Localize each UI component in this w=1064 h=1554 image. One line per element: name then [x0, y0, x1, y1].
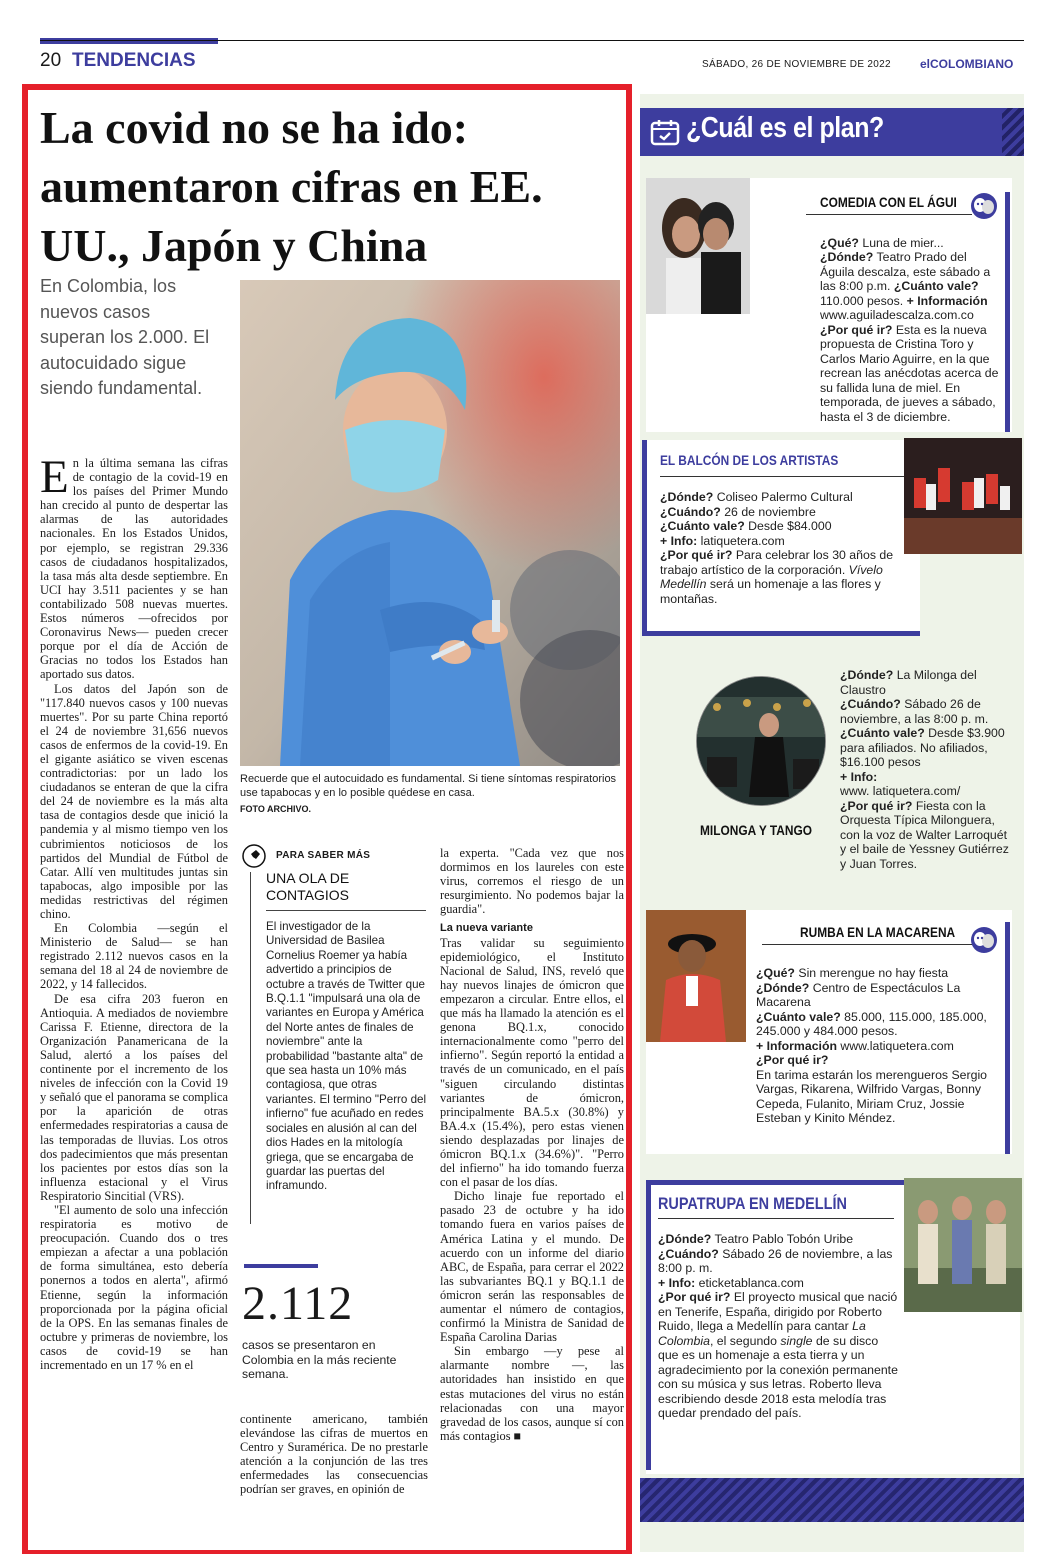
- value-cuando: Sábado 26 de noviembre, a las 8:00 p. m.: [658, 1246, 893, 1275]
- event-accent-bar: [646, 1180, 906, 1185]
- calendar-icon: [650, 118, 680, 146]
- label-cuanto: ¿Cuánto vale?: [756, 1009, 841, 1024]
- value-info: www.aguiladescalza.com.co: [820, 308, 974, 322]
- plan-title: ¿Cuál es el plan?: [686, 112, 884, 144]
- label-cuando: ¿Cuándo?: [660, 504, 721, 519]
- page-number: 20: [40, 50, 62, 71]
- event-photo: [904, 1178, 1022, 1312]
- plan-footer-stripes: [640, 1478, 1024, 1522]
- label-cuanto: ¿Cuánto vale?: [660, 519, 745, 533]
- issue-date: SÁBADO, 26 DE NOVIEMBRE DE 2022: [702, 59, 891, 70]
- label-donde: ¿Dónde?: [820, 250, 874, 264]
- event-photo: [646, 910, 746, 1042]
- label-porque: ¿Por qué ir?: [756, 1053, 829, 1067]
- event-details: [756, 966, 1006, 1126]
- paragraph: n la última semana las cifras de contagio de la covid-19 en los países del Primer Mundo han crecido al punto de despertar las alarmas de las autoridades nacionales. En los Estados Unidos, por ejemplo, se registran 29.336 casos de ciudadanos hospitalizados, la tasa más alta desde septiembre. En UCI hay 3.511 pacientes y se han contabilizado 508 nuevas muertes. Estos números —ofrecidos por Coronavirus News— pueden crecer porque por el día de Acción de Gracias no todos los Estados han aportado sus datos.: [40, 456, 228, 682]
- value-cuanto: Desde $3.900 para afiliados. No afiliados, $16.100 pesos: [840, 726, 1005, 769]
- event-photo: [904, 438, 1022, 554]
- article-column-1: [40, 456, 228, 1548]
- photo-caption: Recuerde que el autocuidado es fundamental. Si tiene síntomas respiratorios use tapabocas y en lo posible quédese en casa.: [240, 773, 617, 799]
- value-que: Sin merengue no hay fiesta: [798, 966, 949, 980]
- label-que: ¿Qué?: [820, 236, 859, 250]
- sidebar-title: UNA OLA DE CONTAGIOS: [266, 870, 350, 903]
- event-accent-bar: [646, 1180, 651, 1470]
- brand-prefix: el: [920, 57, 931, 71]
- value-porque-tail: de su disco que es un homenaje a esta tierra y un agradecimiento por la conexión permanente con su música y sus letras. Roberto lleva escribiendo desde 2018 esta melodía tras quedar prendado del país.: [658, 1333, 898, 1420]
- value-porque: En tarima estarán los merengueros Sergio Vargas, Rikarena, Wilfrido Vargas, Bonny Cepeda, Fulanito, Miriam Cruz, Jossie Esteban y Kinito Méndez.: [756, 1067, 988, 1125]
- event-accent-bar: [642, 440, 647, 636]
- value-donde: Teatro Pablo Tobón Uribe: [714, 1232, 854, 1246]
- label-donde: ¿Dónde?: [840, 668, 894, 682]
- paragraph: continente americano, también elevándose las cifras de muertos en Centro y Suramérica. De no prestarle atención a la conjunción de las tres enfermedades las consecuencias podrían ser graves, en opinión de: [240, 1412, 428, 1497]
- paragraph: Tras validar su seguimiento epidemiológico, el Instituto Nacional de Salud, INS, reveló que hay nuevos linajes de ómicron que empezaron a circular. Entre ellos, el que más ha llamado la atención es el genona BQ.1.x, conocido internacionalmente como "perro del infierno". Según reportó la entidad a través de un comunicado, en el país "siguen circulando distintas variantes de ómicron, principalmente BA.5.x (30.8%) y BA.4.x (15.4%), pero estas vienen siendo desplazadas por linajes de ómicron BQ.1.x (34.6%)". "Perro del infierno" ha ido tomando fuerza con el pasar de los días.: [440, 935, 624, 1190]
- value-porque-mid: , el segundo: [709, 1333, 777, 1348]
- theater-mask-icon: [970, 926, 998, 954]
- event-photo: [696, 676, 826, 806]
- event-title-rule: [660, 476, 906, 477]
- event-photo: [646, 178, 750, 314]
- pushpin-icon: [242, 844, 266, 868]
- sidebar-title-rule: [266, 910, 426, 911]
- event-details: [820, 236, 1000, 251]
- value-porque-em: La Colombia: [658, 1319, 866, 1348]
- value-cuando: 26 de noviembre: [724, 504, 816, 519]
- label-donde: ¿Dónde?: [658, 1232, 712, 1246]
- event-title: RUPATRUPA EN MEDELLÍN: [658, 1194, 847, 1213]
- paragraph: Dicho linaje fue reportado el pasado 23 de octubre y ha ido tomando fuera en varios países de América Latina y el mundo. De acuerdo con un informe del diario ABC, de España, para cerrar el 2022 las subvariantes BQ.1 y BQ.1.1 de ómicron serán las responsables de aumentar el número de contagios, confirmó la Ministra de Sanidad de España Carolina Darias: [440, 1189, 624, 1345]
- paragraph: De esa cifra 203 fueron en Antioquia. A mediados de noviembre Carissa F. Etienne, directora de la Organización Panamericana de la Salud, alertó a los países del continente por el incremento de los niveles de infección con la Covid 19 y señaló que el panorama se complica por la aparición de otras enfermedades respiratorias a causa de las temporadas de lluvias. Los otros dos padecimientos que más presentan los pacientes por estos días son la influenza estacional y el Virus Respiratorio Sincitial (VRS).: [40, 991, 228, 1203]
- label-info: + Info:: [660, 533, 698, 548]
- event-details: [840, 668, 1012, 871]
- brand-name: COLOMBIANO: [930, 57, 1014, 71]
- value-que: Luna de mier...: [862, 236, 944, 250]
- event-title: EL BALCÓN DE LOS ARTISTAS: [660, 452, 839, 468]
- label-cuanto: ¿Cuánto vale?: [840, 726, 925, 740]
- sidebar-divider: [250, 872, 251, 1224]
- newspaper-brand: [920, 57, 1013, 71]
- value-cuanto: 110.000 pesos.: [820, 293, 904, 308]
- label-que: ¿Qué?: [756, 966, 795, 980]
- value-info: www. latiquetera.com/: [840, 784, 961, 798]
- article-column-3: [440, 846, 624, 1548]
- event-title-rule: [658, 1218, 894, 1219]
- sidebar-text: El investigador de la Universidad de Basilea Cornelius Roemer ya había advertido a principios de octubre a través de Twitter que B.Q.1.1 "impulsará una ola de variantes en Europa y América del Norte antes de finales de noviembre" ante la probabilidad "bastante alta" de que sea hasta un 10% más contagiosa, que otras variantes. El termino "Perro del infierno" fue acuñado en redes sociales en alusión al can del dios Hades en la mitología griega, que se encargaba de guardar las puertas del inframundo.: [266, 920, 427, 1193]
- label-porque: ¿Por qué ir?: [820, 322, 893, 337]
- label-donde: ¿Dónde?: [756, 980, 810, 995]
- bignum-accent-bar: [244, 1264, 318, 1268]
- value-porque-tail: será un homenaje a las flores y montañas.: [660, 577, 881, 606]
- label-info: + Info:: [840, 769, 878, 784]
- value-porque-em2: single: [780, 1333, 813, 1348]
- value-donde: La Milonga del Claustro: [840, 668, 977, 697]
- article-subheading: La nueva variante: [440, 922, 533, 935]
- paragraph: "El aumento de solo una infección respiratoria es motivo de preocupación. Cuando dos o tres empiezan a afectar a una población de forma simultánea, esto debería ponernos a todos en alerta", afirmó Etienne, según la información proporcionada por la página oficial de la OPS. En las semanas finales de octubre y primeras de noviembre, los casos de covid-19 se han incrementado en un 17 % en el: [40, 1202, 228, 1372]
- drop-cap: E: [40, 456, 69, 503]
- paragraph: En Colombia —según el Ministerio de Salud— se han registrado 2.112 nuevos casos en la semana del 18 al 24 de noviembre de 2022, y 14 fallecidos.: [40, 921, 228, 992]
- label-info: + Información: [906, 293, 988, 308]
- event-title-rule: [762, 944, 972, 945]
- label-donde: ¿Dónde?: [660, 490, 714, 504]
- event-details: [758, 250, 1000, 424]
- section-name: TENDENCIAS: [72, 50, 196, 71]
- paragraph: Sin embargo —y pese al alarmante nombre —, las autoridades han insistido en que estas mutaciones del virus no están relacionadas con una mayor gravedad de los casos, aunque sí con más contagios ■: [440, 1344, 624, 1443]
- label-porque: ¿Por qué ir?: [658, 1290, 731, 1304]
- label-cuando: ¿Cuándo?: [840, 697, 901, 711]
- section-accent-bar: [40, 38, 218, 44]
- event-title-rule: [806, 214, 972, 215]
- value-info: latiquetera.com: [700, 533, 785, 548]
- big-number-text: casos se presentaron en Colombia en la más reciente semana.: [242, 1338, 397, 1381]
- value-cuanto: 85.000, 115.000, 185.000, 245.000 y 484.000 pesos.: [756, 1009, 987, 1038]
- value-cuanto: Desde $84.000: [748, 519, 832, 533]
- paragraph: Los datos del Japón son de "117.840 nuevos casos y 100 nuevas muertes". Por su parte China reportó el 24 de noviembre 31,656 nuevos casos de enfermos de la covid-19. En el gigante asiático se viven escenas contradictorias: por un lado los ciudadanos se enteran de que la cifra del 24 de noviembre es la más alta tasa de contagios desde que inició la pandemia y al mismo tiempo ven los cubrimientos noticiosos de los partidos del Mundial de Fútbol de Catar. Allí ven multitudes juntas sin tapabocas, algo imposible por las medidas restrictivas del régimen chino.: [40, 681, 228, 921]
- value-porque: Fiesta con la Orquesta Típica Milonguera, con la voz de Walter Larroquét y el baile de Yessney Gutiérrez y Juan Torres.: [840, 798, 1009, 871]
- label-info: + Información: [756, 1038, 837, 1053]
- value-porque: Esta es la nueva propuesta de Cristina Toro y Carlos Mario Aguirre, en la que recrean las anécdotas acerca de su fallida luna de miel. En temporada, de jueves a sábado, hasta el 3 de diciembre.: [820, 322, 999, 424]
- value-porque: Para celebrar los 30 años de trabajo artístico de la corporación.: [660, 548, 894, 577]
- big-number: 2.112: [242, 1277, 354, 1330]
- value-donde: Teatro Prado del Águila descalza, este sábado a las 8:00 p.m.: [820, 250, 991, 293]
- article-column-2-bottom: [240, 1412, 428, 1548]
- value-cuando: Sábado 26 de noviembre, a las 8:00 p. m.: [840, 697, 989, 726]
- event-accent-bar: [1005, 192, 1010, 432]
- value-donde: Coliseo Palermo Cultural: [716, 490, 853, 504]
- paragraph: la experta. "Cada vez que nos dormimos en los laureles con este virus, corremos el riesgo de un resurgimiento. No podemos bajar la guardia".: [440, 846, 624, 917]
- value-porque: El proyecto musical que nació en Tenerife, España, dirigido por Roberto Ruido, llega a Medellín para cantar: [658, 1290, 898, 1333]
- label-cuanto: ¿Cuánto vale?: [893, 279, 979, 293]
- value-info: www.latiquetera.com: [840, 1038, 954, 1053]
- sidebar-kicker: PARA SABER MÁS: [276, 850, 371, 861]
- event-details: [658, 1232, 902, 1421]
- theater-mask-icon: [970, 192, 998, 220]
- event-title: MILONGA Y TANGO: [700, 822, 812, 838]
- article-subhead: En Colombia, los nuevos casos superan los 2.000. El autocuidado sigue siendo fundamental.: [40, 276, 210, 398]
- value-donde: Centro de Espectáculos La Macarena: [756, 980, 961, 1009]
- event-details: [660, 490, 908, 606]
- event-accent-bar: [642, 631, 920, 636]
- event-title: RUMBA EN LA MACARENA: [800, 924, 956, 940]
- label-porque: ¿Por qué ir?: [840, 798, 913, 813]
- event-title: COMEDIA CON EL ÁGUI: [820, 194, 957, 210]
- label-porque: ¿Por qué ir?: [660, 548, 733, 562]
- nurse-vaccine-photo: [240, 280, 620, 766]
- header-rule: [40, 40, 1024, 41]
- label-info: + Info:: [658, 1275, 696, 1290]
- value-porque-em: Vívelo Medellín: [660, 562, 883, 591]
- label-cuando: ¿Cuándo?: [658, 1246, 719, 1261]
- article-headline: La covid no se ha ido: aumentaron cifras en EE. UU., Japón y China: [40, 102, 543, 271]
- photo-credit: FOTO ARCHIVO.: [240, 804, 312, 814]
- value-info: eticketablanca.com: [698, 1275, 804, 1290]
